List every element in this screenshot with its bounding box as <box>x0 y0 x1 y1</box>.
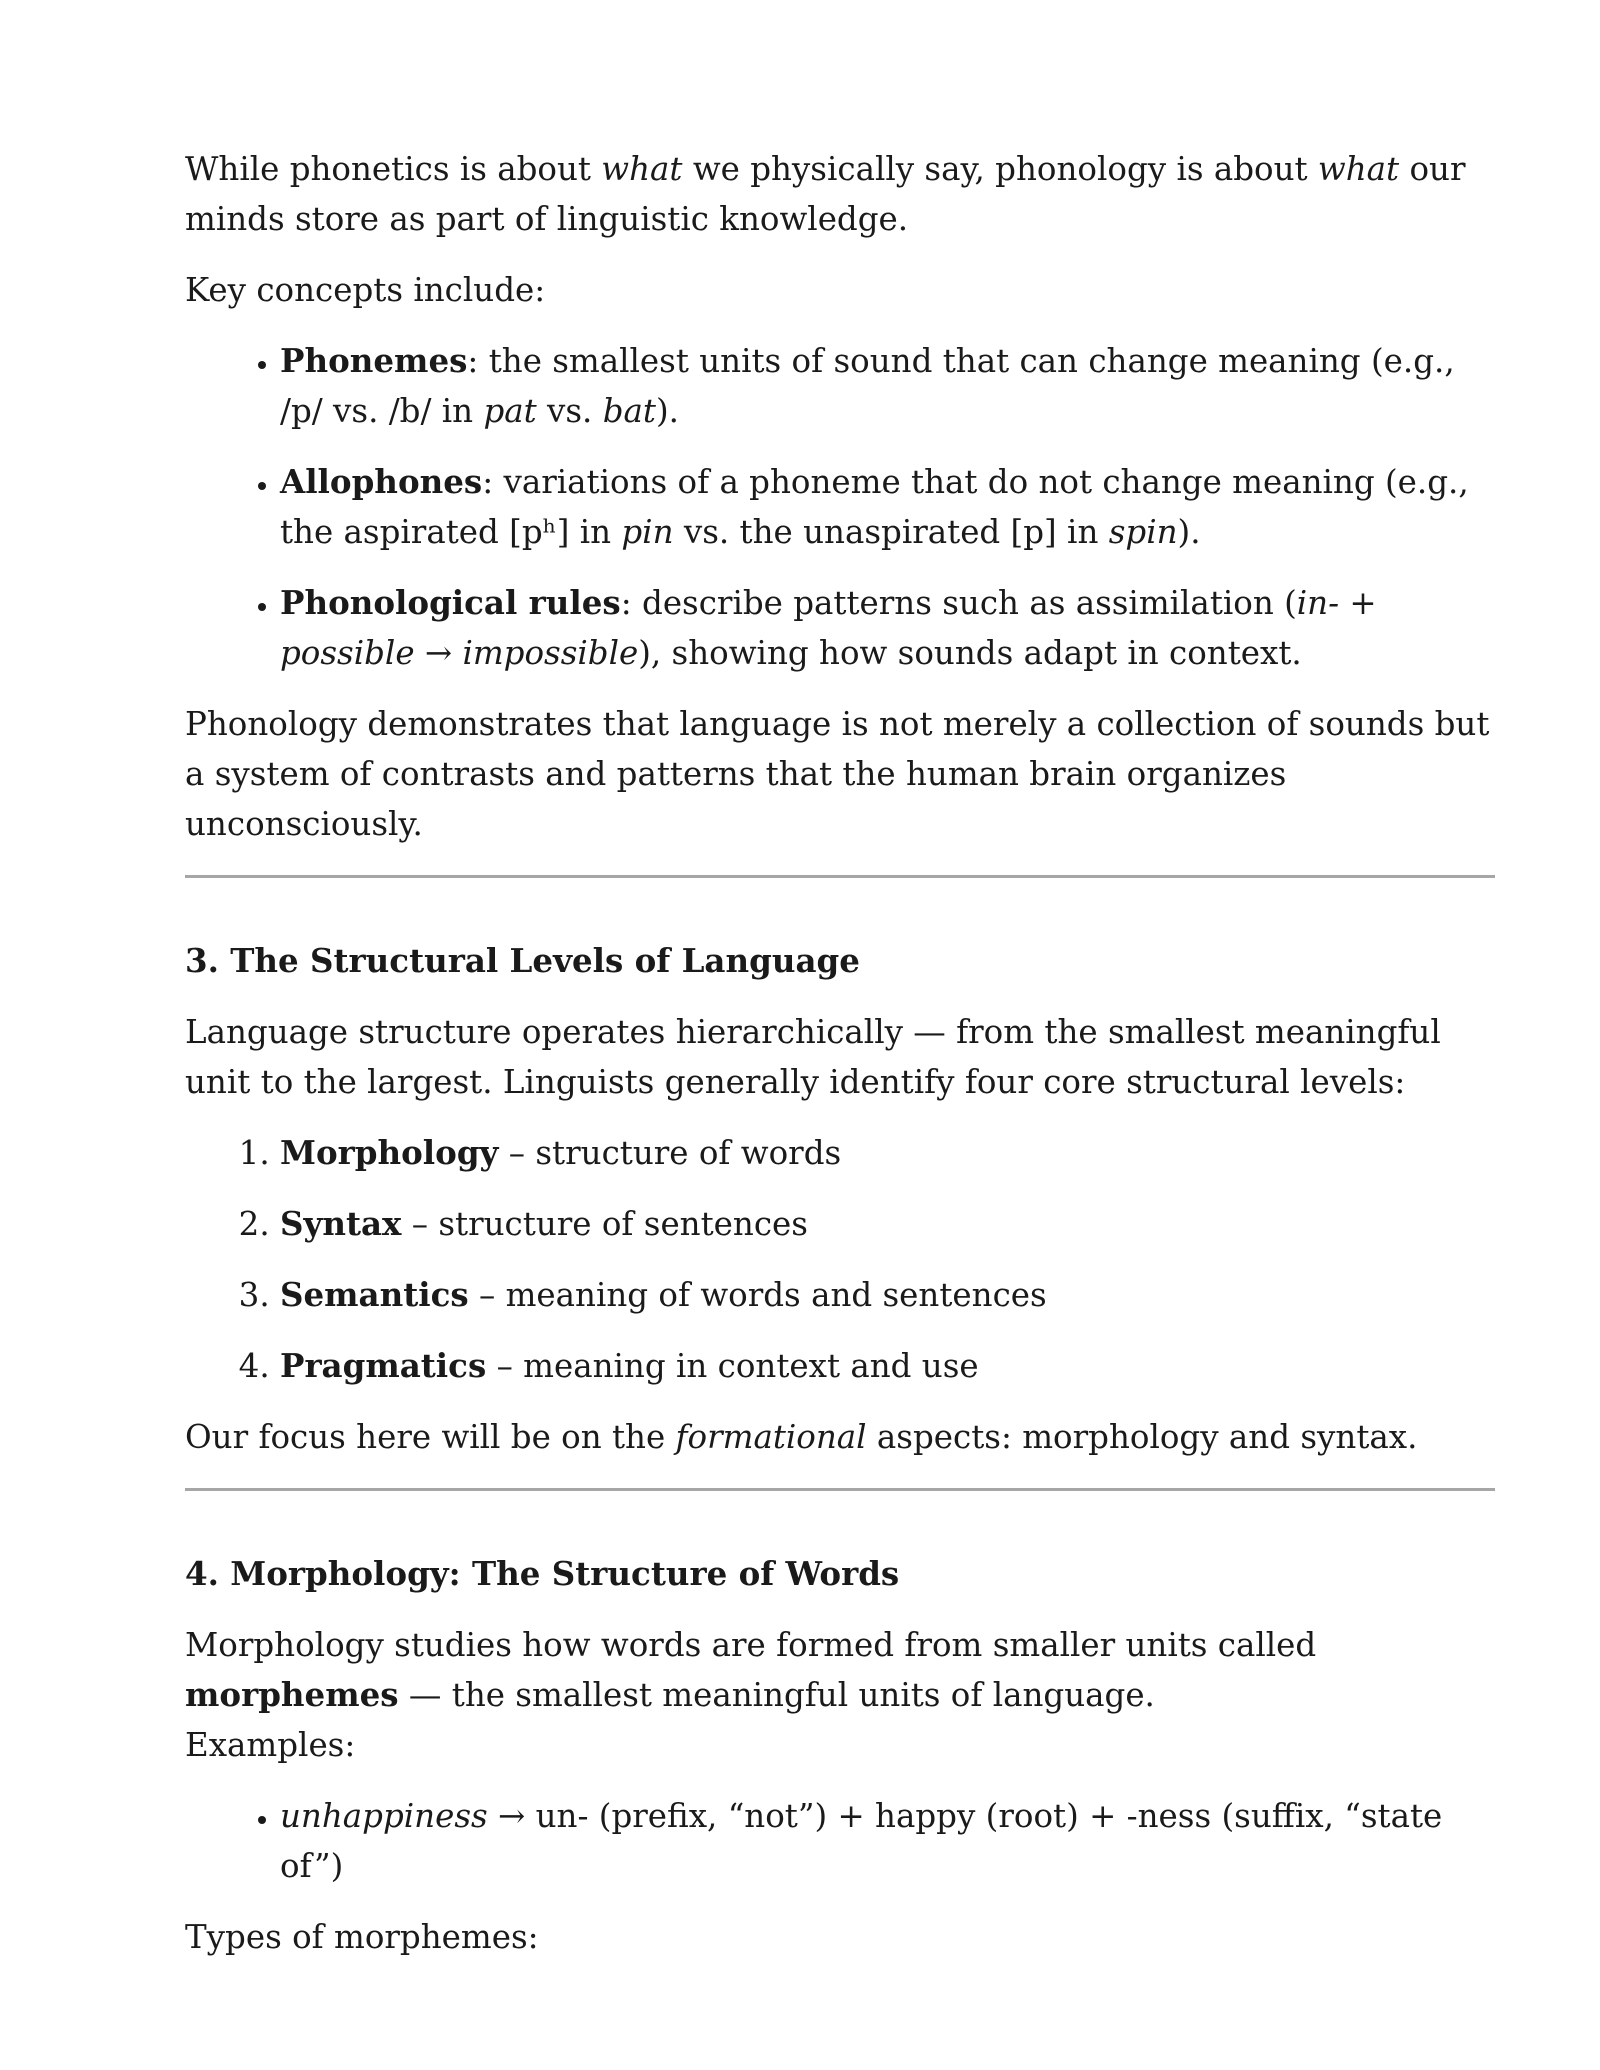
level-term: Pragmatics <box>280 1346 487 1385</box>
level-desc: – structure of sentences <box>401 1205 808 1243</box>
key-concepts-label: Key concepts include: <box>185 271 546 309</box>
list-item <box>280 336 1495 436</box>
text-run: Our focus here will be on the <box>185 1418 676 1456</box>
section-4-intro <box>185 1620 1495 1770</box>
emphasis: pat <box>483 392 537 430</box>
text-run: aspects: morphology and syntax. <box>866 1418 1418 1456</box>
emphasis: possible → impossible <box>280 634 639 672</box>
emphasis: in- <box>1296 584 1340 622</box>
list-item <box>280 457 1495 557</box>
section-3-intro: Language structure operates hierarchically — from the smallest meaningful unit to the largest. Linguists generally identify four core structural levels: <box>185 1013 1441 1101</box>
level-desc: – meaning of words and sentences <box>468 1276 1047 1314</box>
text-run: While phonetics is about <box>185 150 602 188</box>
text-run: our minds store as part of linguistic knowledge. <box>185 150 1466 238</box>
examples-list <box>185 1791 1495 1891</box>
text-run: : variations of a phoneme that do not change meaning (e.g., the aspirated [pʰ] in <box>280 463 1469 551</box>
example-breakdown: → un- (prefix, “not”) + happy (root) + -ness (suffix, “state of”) <box>280 1797 1443 1885</box>
text-run: Morphology studies how words are formed from smaller units called <box>185 1626 1317 1664</box>
emphasis: pin <box>621 513 674 551</box>
emphasis: bat <box>602 392 656 430</box>
list-item <box>280 1341 1495 1391</box>
emphasis-what: what <box>601 150 683 188</box>
list-item <box>280 1128 1495 1178</box>
level-term: Morphology <box>280 1133 499 1172</box>
list-item <box>280 1199 1495 1249</box>
text-run: ). <box>1177 513 1201 551</box>
concepts-list <box>185 336 1495 678</box>
emphasis-formational: formational <box>675 1418 867 1456</box>
concept-term: Phonological rules <box>280 583 621 622</box>
term-morphemes: morphemes <box>185 1675 399 1714</box>
list-item <box>280 1791 1495 1891</box>
section-3-focus <box>185 1412 1495 1462</box>
text-run: ). <box>655 392 679 430</box>
emphasis: spin <box>1108 513 1178 551</box>
text-run: we physically say, phonology is about <box>682 150 1318 188</box>
section-4-heading: 4. Morphology: The Structure of Words <box>185 1554 900 1593</box>
section-divider <box>185 1488 1495 1491</box>
level-term: Semantics <box>280 1275 469 1314</box>
text-run: ), showing how sounds adapt in context. <box>638 634 1302 672</box>
text-run: — the smallest meaningful units of language. <box>398 1676 1155 1714</box>
examples-label: Examples: <box>185 1726 356 1764</box>
list-item <box>280 578 1495 678</box>
list-item <box>280 1270 1495 1320</box>
text-run: + <box>1339 584 1377 622</box>
section-3-heading: 3. The Structural Levels of Language <box>185 941 860 980</box>
structural-levels-list <box>185 1128 1495 1391</box>
level-desc: – structure of words <box>498 1134 842 1172</box>
level-desc: – meaning in context and use <box>486 1347 979 1385</box>
section-divider <box>185 875 1495 878</box>
intro-paragraph <box>185 144 1495 244</box>
emphasis-what: what <box>1317 150 1400 188</box>
types-of-morphemes-label: Types of morphemes: <box>185 1918 539 1956</box>
document-page <box>185 144 1495 1983</box>
concept-term: Phonemes <box>280 341 468 380</box>
example-word: unhappiness <box>280 1797 488 1835</box>
text-run: vs. the unaspirated [p] in <box>673 513 1109 551</box>
text-run: : describe patterns such as assimilation ( <box>620 584 1297 622</box>
text-run: vs. <box>536 392 603 430</box>
text-run: : the smallest units of sound that can change meaning (e.g., /p/ vs. /b/ in <box>280 342 1455 430</box>
concept-term: Allophones <box>280 462 483 501</box>
phonology-summary: Phonology demonstrates that language is not merely a collection of sounds but a system of contrasts and patterns that the human brain organizes unconsciously. <box>185 705 1490 843</box>
level-term: Syntax <box>280 1204 402 1243</box>
